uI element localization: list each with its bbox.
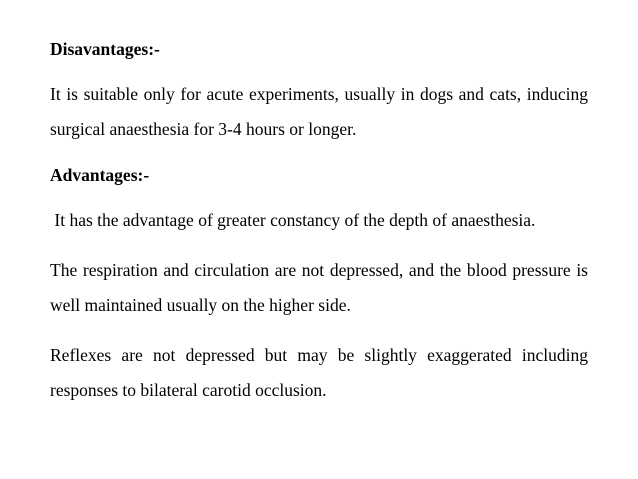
disadvantages-heading: Disavantages:- [50, 39, 160, 59]
advantages-heading: Advantages:- [50, 165, 150, 185]
advantage-paragraph-3: Reflexes are not depressed but may be slightly exaggerated including responses to bilateral carotid occlusion. [50, 345, 593, 400]
advantage-paragraph-1: It has the advantage of greater constancy of the depth of anaesthesia. [50, 210, 536, 230]
slide-content [50, 36, 593, 423]
advantage-paragraph-2: The respiration and circulation are not depressed, and the blood pressure is well maintained usually on the higher side. [50, 260, 593, 315]
disadvantages-paragraph: It is suitable only for acute experiments, usually in dogs and cats, inducing surgical anaesthesia for 3-4 hours or longer. [50, 84, 593, 139]
